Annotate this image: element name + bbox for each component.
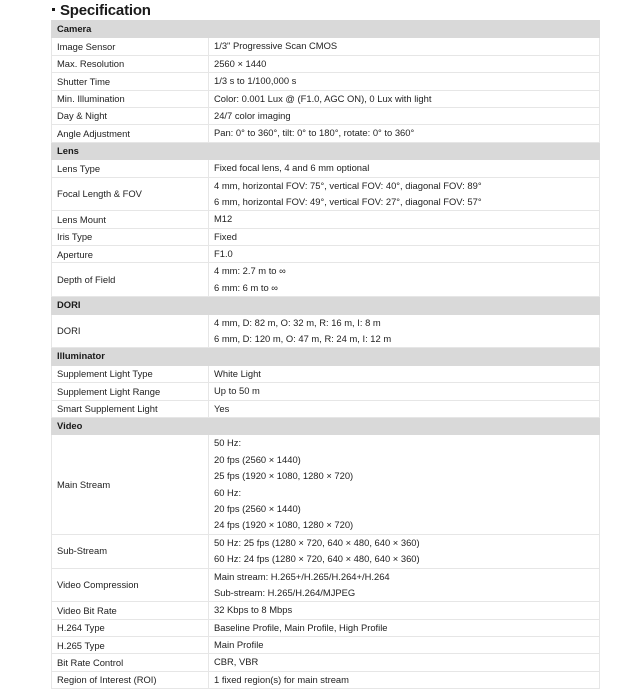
spec-value: [209, 160, 600, 177]
spec-value-line: Yes: [214, 402, 230, 414]
spec-value-line: 50 Hz:: [214, 437, 242, 449]
spec-value-line: White Light: [214, 367, 261, 379]
spec-value: [209, 90, 600, 107]
spec-value: [209, 246, 600, 263]
section-title-text: DORI: [57, 299, 81, 311]
spec-value: [209, 73, 600, 90]
spec-label: [52, 637, 209, 654]
spec-value-line: 50 Hz: 25 fps (1280 × 720, 640 × 480, 640 × 360): [214, 536, 420, 548]
spec-value-line: 24 fps (1920 × 1080, 1280 × 720): [214, 519, 354, 531]
spec-label: [52, 160, 209, 177]
spec-value: [209, 107, 600, 124]
table-row: [52, 435, 600, 534]
spec-value-line: 4 mm, horizontal FOV: 75°, vertical FOV: 40°, diagonal FOV: 89°: [214, 179, 482, 191]
spec-value-line: F1.0: [214, 248, 233, 260]
spec-value: [209, 637, 600, 654]
spec-value-line: 2560 × 1440: [214, 57, 267, 69]
spec-label: [52, 73, 209, 90]
spec-value: [209, 435, 600, 534]
table-row: [52, 211, 600, 228]
section-title: [52, 21, 600, 38]
section-header-lens: [52, 142, 600, 159]
page-title: [52, 2, 151, 20]
spec-value-line: 32 Kbps to 8 Mbps: [214, 604, 293, 616]
spec-value-line: Main Profile: [214, 639, 264, 651]
spec-value: [209, 654, 600, 671]
spec-value: [209, 314, 600, 348]
spec-value: [209, 671, 600, 688]
table-row: [52, 263, 600, 297]
spec-value-line: Up to 50 m: [214, 385, 260, 397]
spec-label-text: Image Sensor: [57, 40, 116, 52]
spec-label-text: Depth of Field: [57, 274, 116, 286]
spec-label-text: Angle Adjustment: [57, 127, 130, 139]
spec-label: [52, 263, 209, 297]
section-title: [52, 417, 600, 434]
table-row: [52, 125, 600, 142]
spec-label: [52, 435, 209, 534]
spec-label-text: Day & Night: [57, 110, 108, 122]
spec-label-text: Max. Resolution: [57, 58, 125, 70]
table-row: [52, 568, 600, 602]
spec-label: [52, 90, 209, 107]
spec-value-line: 1/3" Progressive Scan CMOS: [214, 40, 338, 52]
spec-label: [52, 211, 209, 228]
table-row: [52, 228, 600, 245]
spec-label-text: Video Compression: [57, 579, 139, 591]
spec-value-line: 25 fps (1920 × 1080, 1280 × 720): [214, 470, 354, 482]
spec-value: [209, 383, 600, 400]
spec-value: [209, 400, 600, 417]
spec-label-text: Lens Type: [57, 162, 101, 174]
spec-label-text: H.265 Type: [57, 639, 105, 651]
spec-label: [52, 568, 209, 602]
section-header-camera: [52, 21, 600, 38]
spec-value-line: 4 mm: 2.7 m to ∞: [214, 265, 286, 277]
table-row: [52, 107, 600, 124]
spec-label-text: Min. Illumination: [57, 93, 125, 105]
spec-label: [52, 602, 209, 619]
table-row: [52, 383, 600, 400]
spec-label-text: DORI: [57, 325, 81, 337]
spec-label: [52, 55, 209, 72]
spec-label-text: H.264 Type: [57, 622, 105, 634]
spec-value: [209, 568, 600, 602]
table-row: [52, 246, 600, 263]
spec-value-line: Fixed: [214, 230, 237, 242]
spec-label: [52, 314, 209, 348]
spec-label: [52, 228, 209, 245]
spec-value-line: 1 fixed region(s) for main stream: [214, 673, 349, 685]
section-header-dori: [52, 297, 600, 314]
spec-value-line: 6 mm: 6 m to ∞: [214, 281, 278, 293]
spec-value-line: Baseline Profile, Main Profile, High Profile: [214, 621, 388, 633]
spec-value: [209, 619, 600, 636]
spec-value: [209, 38, 600, 55]
table-row: [52, 619, 600, 636]
spec-label-text: Supplement Light Range: [57, 385, 161, 397]
table-row: [52, 671, 600, 688]
section-header-video: [52, 417, 600, 434]
spec-label-text: Main Stream: [57, 478, 111, 490]
spec-label-text: Iris Type: [57, 231, 93, 243]
spec-label-text: Bit Rate Control: [57, 656, 124, 668]
spec-value-line: Fixed focal lens, 4 and 6 mm optional: [214, 162, 370, 174]
page-title-text: Specification: [60, 2, 151, 19]
table-row: [52, 73, 600, 90]
table-row: [52, 365, 600, 382]
spec-value: [209, 365, 600, 382]
spec-label: [52, 671, 209, 688]
spec-value-line: Pan: 0° to 360°, tilt: 0° to 180°, rotate: 0° to 360°: [214, 127, 415, 139]
spec-label-text: Lens Mount: [57, 213, 106, 225]
section-title-text: Lens: [57, 144, 79, 156]
table-row: [52, 400, 600, 417]
spec-value-line: 60 Hz: 24 fps (1280 × 720, 640 × 480, 640 × 360): [214, 553, 420, 565]
spec-label-text: Aperture: [57, 248, 93, 260]
spec-label-text: Video Bit Rate: [57, 604, 117, 616]
spec-value-line: Color: 0.001 Lux @ (F1.0, AGC ON), 0 Lux with light: [214, 92, 432, 104]
table-row: [52, 654, 600, 671]
table-row: [52, 177, 600, 211]
spec-label: [52, 400, 209, 417]
spec-label: [52, 246, 209, 263]
table-row: [52, 160, 600, 177]
spec-label: [52, 383, 209, 400]
section-title-text: Camera: [57, 23, 92, 34]
spec-value-line: 20 fps (2560 × 1440): [214, 502, 301, 514]
section-header-illuminator: [52, 348, 600, 365]
section-title-text: Illuminator: [57, 350, 105, 362]
spec-value: [209, 228, 600, 245]
spec-label-text: Smart Supplement Light: [57, 403, 158, 415]
spec-value: [209, 602, 600, 619]
section-title: [52, 297, 600, 314]
bullet-icon: [52, 8, 55, 11]
spec-value-line: 4 mm, D: 82 m, O: 32 m, R: 16 m, I: 8 m: [214, 316, 381, 328]
spec-label: [52, 534, 209, 568]
table-row: [52, 602, 600, 619]
spec-label: [52, 125, 209, 142]
spec-value: [209, 534, 600, 568]
spec-value-line: Sub-stream: H.265/H.264/MJPEG: [214, 586, 356, 598]
spec-value-line: 1/3 s to 1/100,000 s: [214, 75, 297, 87]
table-row: [52, 38, 600, 55]
spec-label-text: Region of Interest (ROI): [57, 674, 157, 686]
spec-label: [52, 365, 209, 382]
spec-value-line: 60 Hz:: [214, 486, 242, 498]
section-title: [52, 142, 600, 159]
spec-value-line: M12: [214, 213, 233, 225]
spec-label: [52, 107, 209, 124]
spec-value-line: 6 mm, D: 120 m, O: 47 m, R: 24 m, I: 12 m: [214, 333, 392, 345]
spec-label: [52, 177, 209, 211]
section-title: [52, 348, 600, 365]
specification-table: [51, 20, 600, 689]
spec-value-line: 24/7 color imaging: [214, 109, 291, 121]
spec-label-text: Supplement Light Type: [57, 368, 153, 380]
spec-label-text: Sub-Stream: [57, 545, 108, 557]
spec-value: [209, 55, 600, 72]
spec-label: [52, 654, 209, 671]
spec-label: [52, 38, 209, 55]
spec-value: [209, 125, 600, 142]
spec-value-line: Main stream: H.265+/H.265/H.264+/H.264: [214, 570, 390, 582]
table-row: [52, 314, 600, 348]
spec-value-line: CBR, VBR: [214, 656, 259, 668]
section-title-text: Video: [57, 419, 83, 431]
specification-table-body: [52, 21, 600, 689]
spec-value: [209, 211, 600, 228]
spec-label-text: Shutter Time: [57, 75, 111, 87]
table-row: [52, 637, 600, 654]
spec-label: [52, 619, 209, 636]
spec-value-line: 20 fps (2560 × 1440): [214, 453, 301, 465]
table-row: [52, 534, 600, 568]
spec-value: [209, 263, 600, 297]
spec-label-text: Focal Length & FOV: [57, 188, 142, 200]
spec-value-line: 6 mm, horizontal FOV: 49°, vertical FOV: 27°, diagonal FOV: 57°: [214, 195, 482, 207]
spec-value: [209, 177, 600, 211]
table-row: [52, 55, 600, 72]
table-row: [52, 90, 600, 107]
